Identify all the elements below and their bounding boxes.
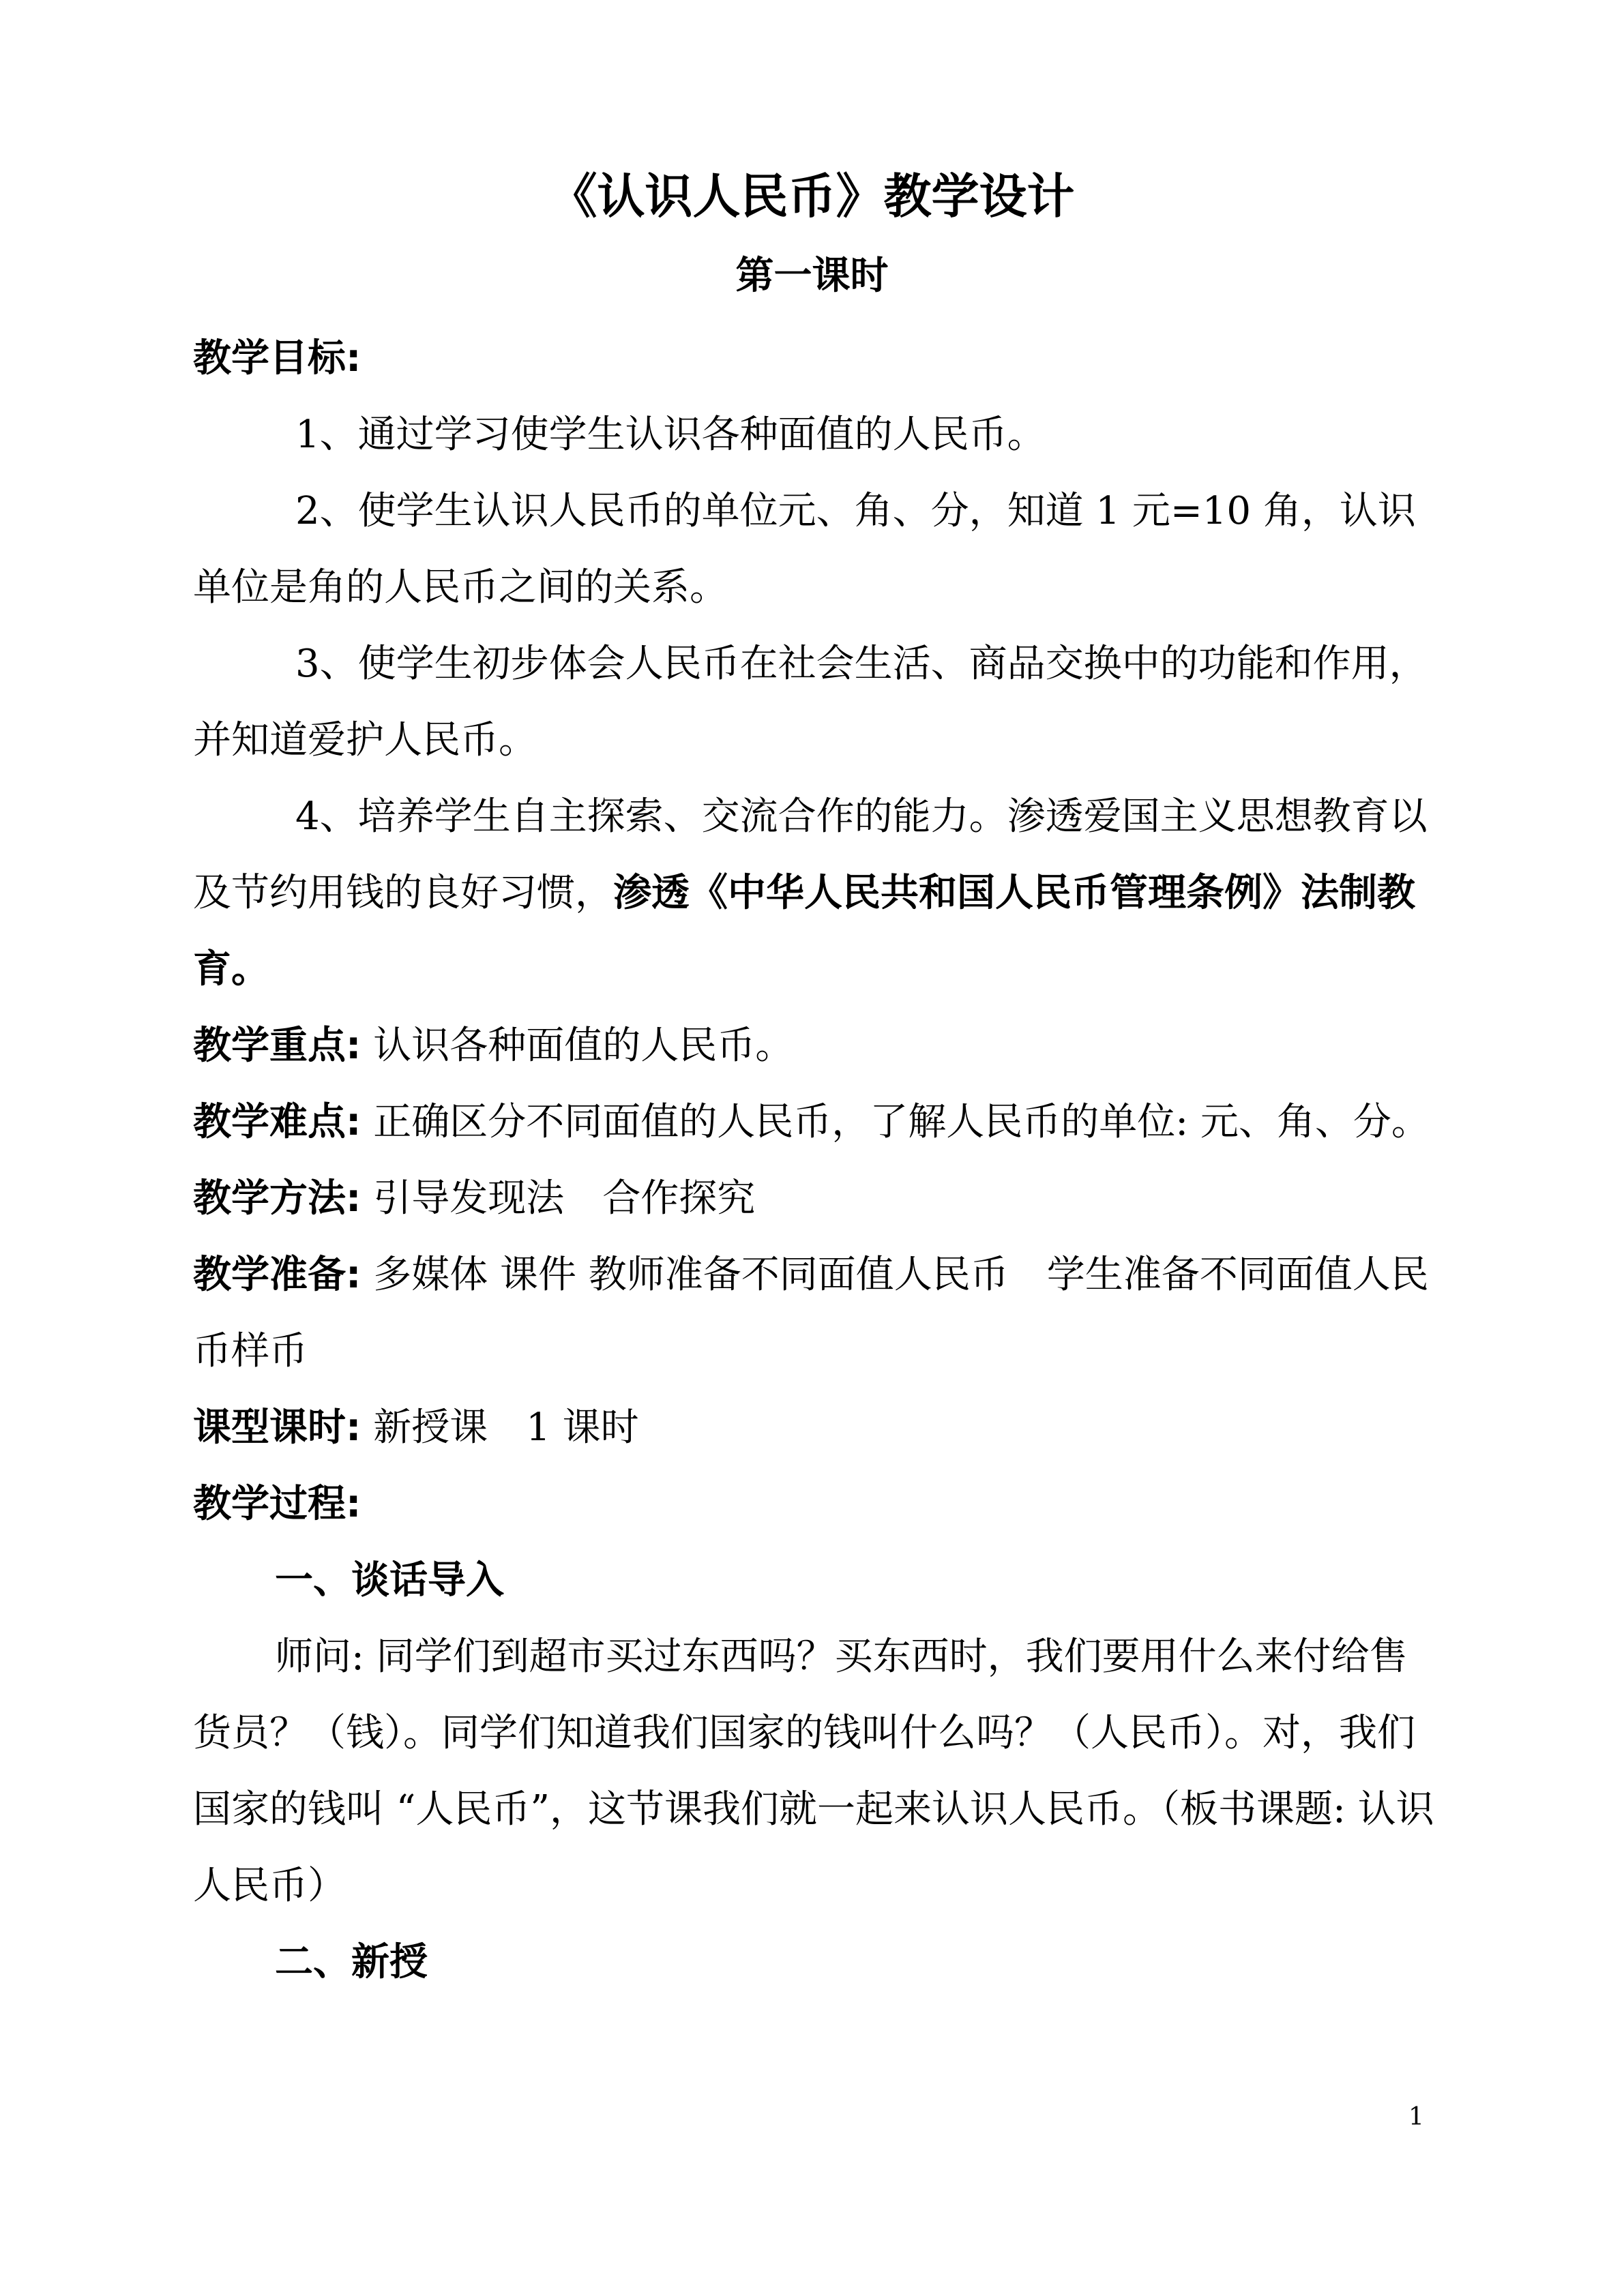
key-point-text: 认识各种面值的人民币。 [361,1024,794,1068]
objective-3: 3、使学生初步体会人民币在社会生活、商品交换中的功能和作用，并知道爱护人民币。 [193,642,1428,762]
preparation-text: 多媒体 课件 教师准备不同面值人民币 学生准备不同面值人民币样币 [193,1253,1429,1373]
difficulty-label: 教学难点: [193,1100,361,1144]
process-heading: 教学过程: [193,1482,361,1526]
lesson-type-label: 课型课时: [193,1405,361,1450]
objective-4 [193,779,1441,1008]
document-body [193,320,1441,2001]
objective-4-bold-text: 渗透《中华人民共和国人民币管理条例》法制教育。 [193,871,1415,992]
section-1-heading: 一、谈话导入 [275,1558,504,1602]
section-2-heading: 二、新授 [275,1940,428,1984]
key-point-label: 教学重点: [193,1024,361,1068]
method-text: 引导发现法 合作探究 [361,1176,756,1221]
section-1-body: 师问: 同学们到超市买过东西吗？买东西时，我们要用什么来付给售货员？（钱）。同学们知道我们国家的钱叫什么吗？（人民币）。对，我们国家的钱叫 “人民币”，这节课我们就一起来认识人民币。（板书课题: 认识人民币） [193,1635,1434,1908]
preparation [193,1237,1441,1390]
objective-1: 1、通过学习使学生认识各种面值的人民币。 [295,413,1046,457]
document-subtitle: 第一课时 [735,254,889,298]
difficulty-text: 正确区分不同面值的人民币，了解人民币的单位: 元、角、分。 [361,1100,1430,1144]
key-point [193,1008,1441,1084]
difficulty [193,1084,1441,1161]
page-number: 1 [1408,2103,1424,2131]
method [193,1161,1441,1237]
document-title: 《认识人民币》教学设计 [549,168,1075,224]
objective-2: 2、使学生认识人民币的单位元、角、分，知道 1 元=10 角，认识单位是角的人民币之间的关系。 [193,489,1416,610]
lesson-type-text: 新授课 1 课时 [361,1405,639,1450]
lesson-type [193,1390,1441,1466]
method-label: 教学方法: [193,1176,361,1221]
objective-4-text: 4、培养学生自主探索、交流合作的能力。渗透爱国主义思想教育以及节约用钱的良好习惯， [193,794,1428,915]
objectives-heading: 教学目标: [193,336,361,381]
preparation-label: 教学准备: [193,1253,361,1297]
